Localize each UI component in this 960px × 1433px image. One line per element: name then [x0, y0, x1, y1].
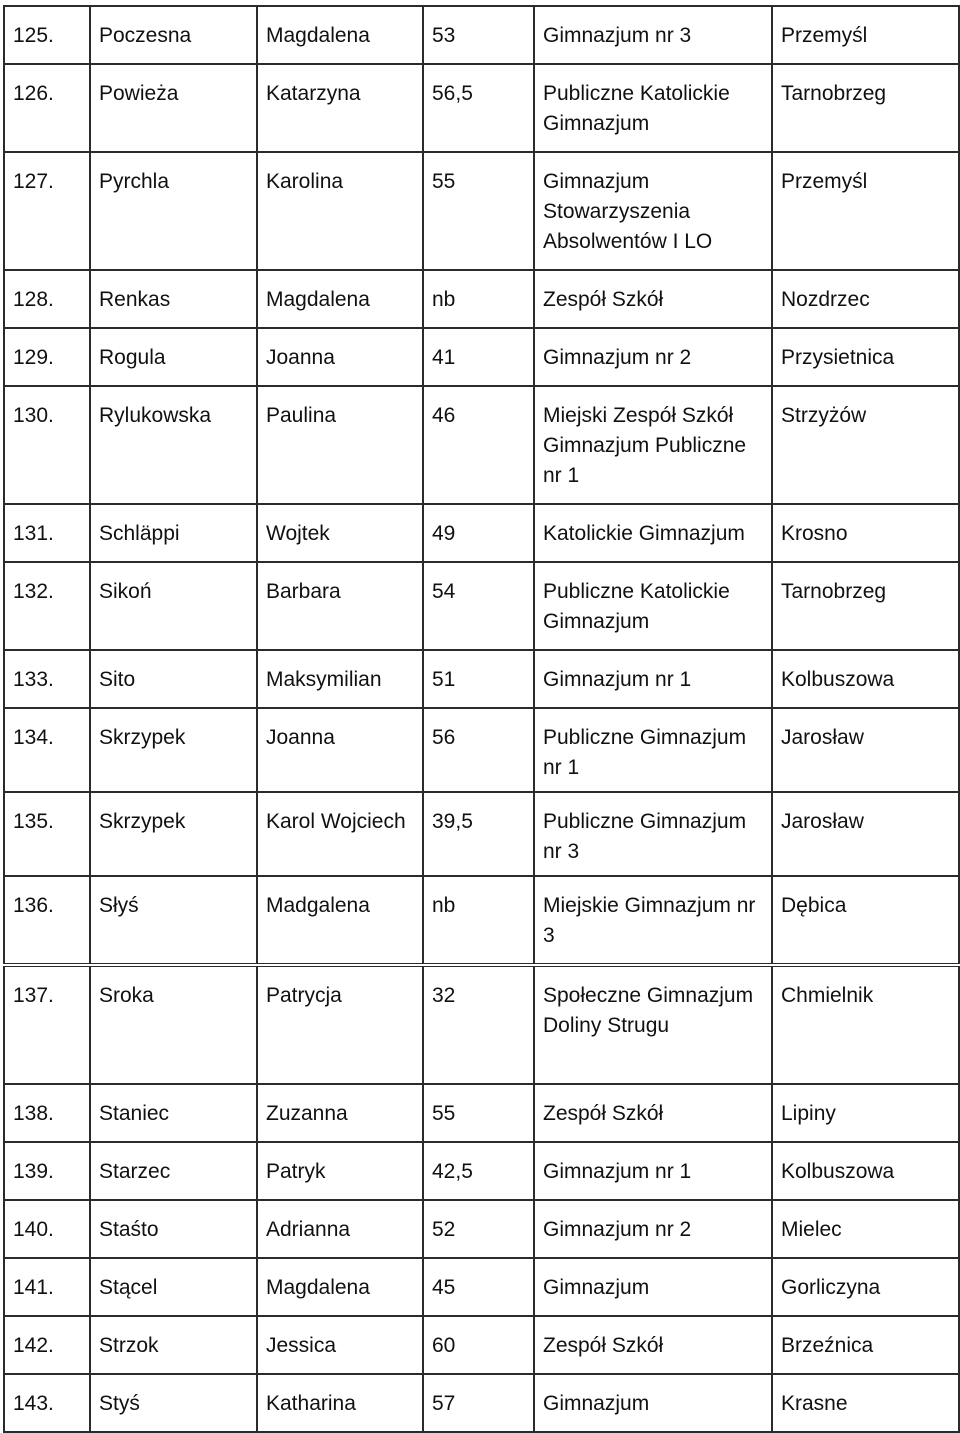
city-cell: Mielec: [772, 1200, 959, 1258]
points-cell: 55: [423, 1084, 534, 1142]
first-name-cell: Adrianna: [257, 1200, 423, 1258]
surname-cell: Skrzypek: [90, 708, 257, 792]
row-number: 130.: [4, 386, 90, 504]
school-cell: Gimnazjum: [534, 1374, 772, 1432]
results-page: [3, 5, 958, 1433]
city-cell: Przysietnica: [772, 328, 959, 386]
city-cell: Tarnobrzeg: [772, 562, 959, 650]
table-row: [4, 152, 959, 270]
first-name-cell: Wojtek: [257, 504, 423, 562]
school-cell: Zespół Szkół: [534, 1084, 772, 1142]
table-row: [4, 1258, 959, 1316]
surname-cell: Sito: [90, 650, 257, 708]
school-cell: Gimnazjum nr 2: [534, 328, 772, 386]
surname-cell: Pyrchla: [90, 152, 257, 270]
surname-cell: Sroka: [90, 965, 257, 1084]
row-number: 127.: [4, 152, 90, 270]
first-name-cell: Joanna: [257, 328, 423, 386]
points-cell: 53: [423, 6, 534, 64]
city-cell: Krasne: [772, 1374, 959, 1432]
surname-cell: Powieża: [90, 64, 257, 152]
city-cell: Kolbuszowa: [772, 1142, 959, 1200]
surname-cell: Poczesna: [90, 6, 257, 64]
row-number: 129.: [4, 328, 90, 386]
points-cell: 46: [423, 386, 534, 504]
points-cell: 32: [423, 965, 534, 1084]
school-cell: Gimnazjum nr 3: [534, 6, 772, 64]
school-cell: Zespół Szkół: [534, 270, 772, 328]
row-number: 140.: [4, 1200, 90, 1258]
points-cell: 55: [423, 152, 534, 270]
city-cell: Brzeźnica: [772, 1316, 959, 1374]
results-table: [3, 5, 960, 1433]
table-row: [4, 876, 959, 965]
row-number: 137.: [4, 965, 90, 1084]
row-number: 141.: [4, 1258, 90, 1316]
points-cell: 45: [423, 1258, 534, 1316]
row-number: 143.: [4, 1374, 90, 1432]
school-cell: Miejskie Gimnazjum nr 3: [534, 876, 772, 965]
surname-cell: Renkas: [90, 270, 257, 328]
first-name-cell: Zuzanna: [257, 1084, 423, 1142]
surname-cell: Rogula: [90, 328, 257, 386]
first-name-cell: Maksymilian: [257, 650, 423, 708]
row-number: 134.: [4, 708, 90, 792]
points-cell: 49: [423, 504, 534, 562]
city-cell: Nozdrzec: [772, 270, 959, 328]
first-name-cell: Patryk: [257, 1142, 423, 1200]
city-cell: Dębica: [772, 876, 959, 965]
school-cell: Gimnazjum nr 1: [534, 650, 772, 708]
school-cell: Gimnazjum: [534, 1258, 772, 1316]
row-number: 128.: [4, 270, 90, 328]
points-cell: 42,5: [423, 1142, 534, 1200]
first-name-cell: Magdalena: [257, 1258, 423, 1316]
points-cell: 41: [423, 328, 534, 386]
points-cell: nb: [423, 270, 534, 328]
table-row: [4, 6, 959, 64]
first-name-cell: Barbara: [257, 562, 423, 650]
first-name-cell: Paulina: [257, 386, 423, 504]
points-cell: 51: [423, 650, 534, 708]
school-cell: Miejski Zespół Szkół Gimnazjum Publiczne nr 1: [534, 386, 772, 504]
first-name-cell: Magdalena: [257, 6, 423, 64]
row-number: 135.: [4, 792, 90, 876]
table-row: [4, 328, 959, 386]
city-cell: Chmielnik: [772, 965, 959, 1084]
first-name-cell: Magdalena: [257, 270, 423, 328]
first-name-cell: Karol Wojciech: [257, 792, 423, 876]
table-row: [4, 562, 959, 650]
school-cell: Katolickie Gimnazjum: [534, 504, 772, 562]
city-cell: Gorliczyna: [772, 1258, 959, 1316]
first-name-cell: Katharina: [257, 1374, 423, 1432]
table-row: [4, 1200, 959, 1258]
city-cell: Tarnobrzeg: [772, 64, 959, 152]
city-cell: Przemyśl: [772, 152, 959, 270]
results-table-body: [4, 6, 959, 1432]
table-row: [4, 1084, 959, 1142]
table-row: [4, 270, 959, 328]
first-name-cell: Patrycja: [257, 965, 423, 1084]
school-cell: Gimnazjum Stowarzyszenia Absolwentów I LO: [534, 152, 772, 270]
points-cell: 56,5: [423, 64, 534, 152]
row-number: 139.: [4, 1142, 90, 1200]
city-cell: Lipiny: [772, 1084, 959, 1142]
first-name-cell: Katarzyna: [257, 64, 423, 152]
row-number: 131.: [4, 504, 90, 562]
surname-cell: Strzok: [90, 1316, 257, 1374]
points-cell: 52: [423, 1200, 534, 1258]
first-name-cell: Karolina: [257, 152, 423, 270]
city-cell: Jarosław: [772, 708, 959, 792]
city-cell: Jarosław: [772, 792, 959, 876]
surname-cell: Słyś: [90, 876, 257, 965]
school-cell: Społeczne Gimnazjum Doliny Strugu: [534, 965, 772, 1084]
row-number: 136.: [4, 876, 90, 965]
school-cell: Publiczne Katolickie Gimnazjum: [534, 562, 772, 650]
row-number: 132.: [4, 562, 90, 650]
surname-cell: Staśto: [90, 1200, 257, 1258]
points-cell: 56: [423, 708, 534, 792]
city-cell: Krosno: [772, 504, 959, 562]
table-row: [4, 965, 959, 1084]
school-cell: Gimnazjum nr 2: [534, 1200, 772, 1258]
school-cell: Gimnazjum nr 1: [534, 1142, 772, 1200]
table-row: [4, 504, 959, 562]
city-cell: Przemyśl: [772, 6, 959, 64]
surname-cell: Starzec: [90, 1142, 257, 1200]
points-cell: nb: [423, 876, 534, 965]
city-cell: Kolbuszowa: [772, 650, 959, 708]
row-number: 125.: [4, 6, 90, 64]
surname-cell: Sikoń: [90, 562, 257, 650]
table-row: [4, 1374, 959, 1432]
row-number: 138.: [4, 1084, 90, 1142]
table-row: [4, 708, 959, 792]
row-number: 126.: [4, 64, 90, 152]
first-name-cell: Madgalena: [257, 876, 423, 965]
table-row: [4, 792, 959, 876]
table-row: [4, 1316, 959, 1374]
row-number: 142.: [4, 1316, 90, 1374]
first-name-cell: Joanna: [257, 708, 423, 792]
school-cell: Zespół Szkół: [534, 1316, 772, 1374]
table-row: [4, 650, 959, 708]
points-cell: 60: [423, 1316, 534, 1374]
surname-cell: Staniec: [90, 1084, 257, 1142]
row-number: 133.: [4, 650, 90, 708]
surname-cell: Rylukowska: [90, 386, 257, 504]
points-cell: 54: [423, 562, 534, 650]
school-cell: Publiczne Katolickie Gimnazjum: [534, 64, 772, 152]
school-cell: Publiczne Gimnazjum nr 3: [534, 792, 772, 876]
points-cell: 39,5: [423, 792, 534, 876]
school-cell: Publiczne Gimnazjum nr 1: [534, 708, 772, 792]
surname-cell: Skrzypek: [90, 792, 257, 876]
surname-cell: Stącel: [90, 1258, 257, 1316]
surname-cell: Schläppi: [90, 504, 257, 562]
surname-cell: Styś: [90, 1374, 257, 1432]
first-name-cell: Jessica: [257, 1316, 423, 1374]
table-row: [4, 64, 959, 152]
table-row: [4, 386, 959, 504]
table-row: [4, 1142, 959, 1200]
city-cell: Strzyżów: [772, 386, 959, 504]
points-cell: 57: [423, 1374, 534, 1432]
